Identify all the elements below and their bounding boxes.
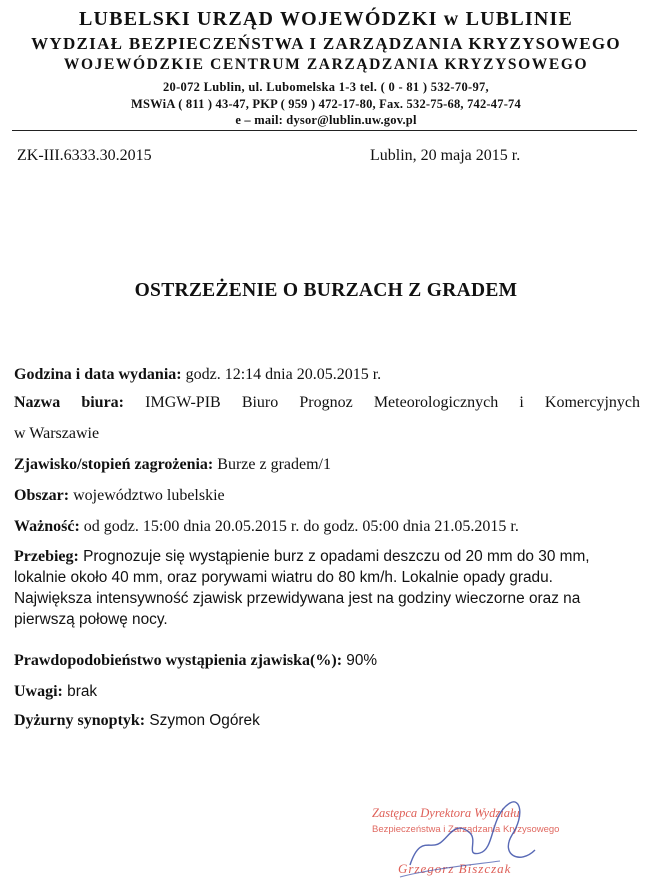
remarks-row <box>14 681 640 702</box>
issue-time-row <box>14 364 640 385</box>
remarks-label: Uwagi: <box>14 683 63 700</box>
office-row <box>14 392 640 413</box>
office-value: IMGW-PIB Biuro Prognoz Meteorologicznych i Komercyjnych <box>124 394 641 411</box>
office-value-cont: w Warszawie <box>14 425 100 442</box>
course-paragraph <box>14 546 634 630</box>
validity-value: od godz. 15:00 dnia 20.05.2015 r. do godz. 05:00 dnia 21.05.2015 r. <box>79 518 519 535</box>
stamp-line-1: Zastępca Dyrektora Wydziału <box>372 806 520 820</box>
course-line-4: pierwszą połowę nocy. <box>14 611 168 628</box>
reference-number: ZK-III.6333.30.2015 <box>17 147 152 164</box>
office-label: Nazwa biura: <box>14 394 125 411</box>
official-stamp-signature <box>360 795 620 885</box>
letterhead-centre: WOJEWÓDZKIE CENTRUM ZARZĄDZANIA KRYZYSOWEGO <box>63 56 589 73</box>
document-title: OSTRZEŻENIE O BURZACH Z GRADEM <box>134 280 518 301</box>
letterhead-phones: MSWiA ( 811 ) 43-47, PKP ( 959 ) 472-17-80, Fax. 532-75-68, 742-47-74 <box>131 97 521 111</box>
forecaster-label: Dyżurny synoptyk: <box>14 712 146 729</box>
stamp-signature-graphic <box>360 795 620 885</box>
course-line-2: lokalnie około 40 mm, oraz porywami wiatru do 80 km/h. Lokalnie opady gradu. <box>14 569 553 586</box>
issue-time-label: Godzina i data wydania: <box>14 366 182 383</box>
probability-value: 90% <box>342 652 378 669</box>
course-label: Przebieg: <box>14 548 79 565</box>
stamp-line-2: Bezpieczeństwa i Zarządzania Kryzysowego <box>372 824 560 835</box>
header-divider <box>12 130 637 131</box>
forecaster-row <box>14 710 640 731</box>
letterhead-department: WYDZIAŁ BEZPIECZEŃSTWA I ZARZĄDZANIA KRYZYSOWEGO <box>31 34 621 53</box>
letterhead-email: e – mail: dysor@lublin.uw.gov.pl <box>235 113 417 127</box>
area-row <box>14 485 640 506</box>
phenomenon-label: Zjawisko/stopień zagrożenia: <box>14 456 214 473</box>
phenomenon-value: Burze z gradem/1 <box>213 456 331 473</box>
validity-row <box>14 516 640 537</box>
stamp-line-3: Grzegorz Biszczak <box>398 861 512 876</box>
issue-time-value: godz. 12:14 dnia 20.05.2015 r. <box>181 366 382 383</box>
probability-label: Prawdopodobieństwo wystąpienia zjawiska(%): <box>14 652 343 669</box>
area-value: województwo lubelskie <box>69 487 225 504</box>
phenomenon-row <box>14 454 640 475</box>
remarks-value: brak <box>62 683 98 700</box>
course-line-1: Prognozuje się wystąpienie burz z opadami deszczu od 20 mm do 30 mm, <box>78 548 590 565</box>
probability-row <box>14 650 640 671</box>
validity-label: Ważność: <box>14 518 80 535</box>
forecaster-value: Szymon Ogórek <box>145 712 260 729</box>
course-line-3: Największa intensywność zjawisk przewidywana jest na godziny wieczorne oraz na <box>14 590 581 607</box>
office-row-cont <box>14 423 640 444</box>
letterhead-address: 20-072 Lublin, ul. Lubomelska 1-3 tel. ( 0 - 81 ) 532-70-97, <box>162 80 489 94</box>
letterhead-office: LUBELSKI URZĄD WOJEWÓDZKI w LUBLINIE <box>78 8 574 30</box>
area-label: Obszar: <box>14 487 70 504</box>
place-date: Lublin, 20 maja 2015 r. <box>370 147 521 164</box>
